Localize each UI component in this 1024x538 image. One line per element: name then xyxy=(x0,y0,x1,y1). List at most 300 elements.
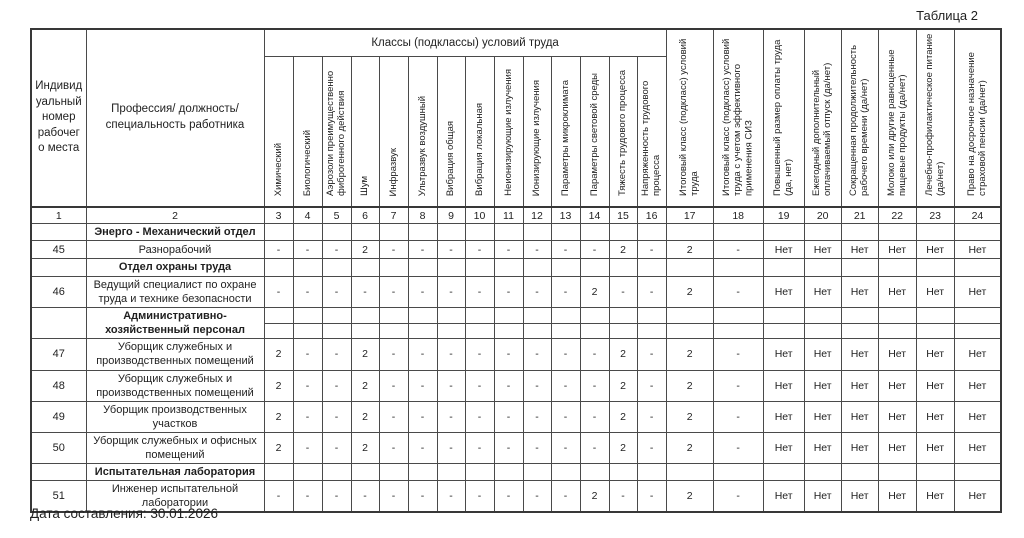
value-cell: - xyxy=(465,276,494,307)
empty-cell xyxy=(408,259,437,276)
value-cell: - xyxy=(713,481,763,513)
empty-cell xyxy=(351,259,379,276)
column-header-factor-label: Шум xyxy=(359,176,371,196)
empty-cell xyxy=(763,323,804,339)
value-cell: Нет xyxy=(878,339,916,370)
column-number: 2 xyxy=(86,207,264,224)
value-cell: 2 xyxy=(351,241,379,259)
column-header-factor-label: Вибрация локальная xyxy=(473,103,485,196)
header-row-top xyxy=(31,29,1001,57)
column-header-factor-label: Напряженность трудового процесса xyxy=(640,80,663,196)
value-cell: Нет xyxy=(916,401,954,432)
value-cell: Нет xyxy=(841,432,878,463)
value-cell: Нет xyxy=(763,241,804,259)
value-cell: - xyxy=(437,401,465,432)
empty-cell xyxy=(666,307,713,323)
table-row xyxy=(31,276,1001,307)
value-cell: - xyxy=(713,432,763,463)
empty-cell xyxy=(379,463,408,480)
empty-cell xyxy=(437,259,465,276)
value-cell: 2 xyxy=(609,241,637,259)
section-label: Энерго - Механический отдел xyxy=(86,224,264,241)
column-number: 10 xyxy=(465,207,494,224)
value-cell: Нет xyxy=(804,276,841,307)
empty-cell xyxy=(437,307,465,323)
profession-name: Уборщик служебных и производственных помещений xyxy=(86,370,264,401)
value-cell: - xyxy=(465,481,494,513)
empty-cell xyxy=(804,259,841,276)
table-header xyxy=(31,29,1001,224)
value-cell: - xyxy=(637,432,666,463)
value-cell: 2 xyxy=(351,401,379,432)
empty-cell xyxy=(465,463,494,480)
empty-cell xyxy=(523,259,551,276)
value-cell: - xyxy=(580,401,609,432)
column-header-classes-banner: Классы (подклассы) условий труда xyxy=(264,29,666,57)
empty-cell xyxy=(465,259,494,276)
value-cell: - xyxy=(523,370,551,401)
workplace-number: 50 xyxy=(31,432,86,463)
value-cell: - xyxy=(713,276,763,307)
value-cell: - xyxy=(465,339,494,370)
value-cell: - xyxy=(322,401,351,432)
value-cell: - xyxy=(264,481,293,513)
empty-cell xyxy=(264,463,293,480)
value-cell: - xyxy=(379,481,408,513)
section-number-cell xyxy=(31,307,86,339)
empty-cell xyxy=(465,307,494,323)
column-header-result-label: Ежегодный дополнительный оплачиваемый отпуск (да/нет) xyxy=(811,62,834,196)
value-cell: - xyxy=(551,370,580,401)
empty-cell xyxy=(523,463,551,480)
section-row xyxy=(31,307,1001,323)
value-cell: Нет xyxy=(763,401,804,432)
empty-cell xyxy=(551,224,580,241)
value-cell: 2 xyxy=(609,370,637,401)
empty-cell xyxy=(580,259,609,276)
empty-cell xyxy=(916,307,954,323)
workplace-number: 45 xyxy=(31,241,86,259)
empty-cell xyxy=(713,259,763,276)
column-header-result xyxy=(763,29,804,207)
column-number: 6 xyxy=(351,207,379,224)
value-cell: 2 xyxy=(666,370,713,401)
value-cell: - xyxy=(408,481,437,513)
value-cell: Нет xyxy=(841,370,878,401)
empty-cell xyxy=(954,224,1001,241)
empty-cell xyxy=(666,259,713,276)
column-header-profession: Профессия/ должность/ специальность работника xyxy=(86,29,264,207)
empty-cell xyxy=(264,323,293,339)
empty-cell xyxy=(523,307,551,323)
column-number: 18 xyxy=(713,207,763,224)
value-cell: - xyxy=(713,401,763,432)
profession-name: Уборщик производственных участков xyxy=(86,401,264,432)
empty-cell xyxy=(379,224,408,241)
empty-cell xyxy=(580,224,609,241)
empty-cell xyxy=(954,307,1001,323)
value-cell: - xyxy=(580,241,609,259)
empty-cell xyxy=(351,323,379,339)
empty-cell xyxy=(804,307,841,323)
value-cell: - xyxy=(551,241,580,259)
column-number: 21 xyxy=(841,207,878,224)
empty-cell xyxy=(637,307,666,323)
column-header-result-label: Лечебно-профилактическое питание (да/нет) xyxy=(923,33,947,196)
empty-cell xyxy=(523,224,551,241)
empty-cell xyxy=(609,224,637,241)
empty-cell xyxy=(494,307,523,323)
value-cell: - xyxy=(408,276,437,307)
value-cell: Нет xyxy=(916,276,954,307)
empty-cell xyxy=(264,259,293,276)
table-caption: Таблица 2 xyxy=(916,8,978,23)
column-header-workplace-number: Индивидуальный номер рабочего места xyxy=(31,29,86,207)
value-cell: 2 xyxy=(580,276,609,307)
section-label: Административно-хозяйственный персонал xyxy=(86,307,264,339)
value-cell: - xyxy=(437,481,465,513)
value-cell: - xyxy=(637,339,666,370)
value-cell: - xyxy=(293,481,322,513)
column-number: 13 xyxy=(551,207,580,224)
value-cell: - xyxy=(551,339,580,370)
value-cell: - xyxy=(293,339,322,370)
empty-cell xyxy=(916,323,954,339)
value-cell: - xyxy=(264,241,293,259)
empty-cell xyxy=(494,323,523,339)
value-cell: 2 xyxy=(666,432,713,463)
workplace-number: 48 xyxy=(31,370,86,401)
empty-cell xyxy=(666,224,713,241)
column-number: 22 xyxy=(878,207,916,224)
column-header-factor xyxy=(551,57,580,207)
value-cell: Нет xyxy=(841,339,878,370)
column-header-result xyxy=(916,29,954,207)
value-cell: Нет xyxy=(763,339,804,370)
empty-cell xyxy=(379,323,408,339)
column-header-result-label: Сокращенная продолжительность рабочего времени (да/нет) xyxy=(848,44,871,196)
empty-cell xyxy=(841,259,878,276)
column-number: 14 xyxy=(580,207,609,224)
value-cell: Нет xyxy=(804,339,841,370)
column-header-factor-label: Неионизирующие излучения xyxy=(502,69,514,196)
value-cell: Нет xyxy=(841,481,878,513)
value-cell: - xyxy=(293,370,322,401)
empty-cell xyxy=(322,463,351,480)
empty-cell xyxy=(954,463,1001,480)
value-cell: - xyxy=(322,370,351,401)
column-header-result-label: Молоко или другие равноценные пищевые продукты (да/нет) xyxy=(885,49,909,196)
empty-cell xyxy=(841,307,878,323)
empty-cell xyxy=(713,323,763,339)
value-cell: Нет xyxy=(916,241,954,259)
value-cell: - xyxy=(408,370,437,401)
value-cell: - xyxy=(379,276,408,307)
empty-cell xyxy=(916,463,954,480)
workplace-number: 46 xyxy=(31,276,86,307)
empty-cell xyxy=(637,463,666,480)
section-label: Отдел охраны труда xyxy=(86,259,264,276)
value-cell: - xyxy=(408,401,437,432)
column-header-factor xyxy=(379,57,408,207)
empty-cell xyxy=(379,259,408,276)
workplace-number: 49 xyxy=(31,401,86,432)
empty-cell xyxy=(878,307,916,323)
value-cell: - xyxy=(523,241,551,259)
value-cell: 2 xyxy=(609,432,637,463)
value-cell: 2 xyxy=(666,241,713,259)
value-cell: Нет xyxy=(804,401,841,432)
profession-name: Уборщик служебных и производственных помещений xyxy=(86,339,264,370)
value-cell: 2 xyxy=(666,276,713,307)
value-cell: Нет xyxy=(916,481,954,513)
empty-cell xyxy=(293,259,322,276)
empty-cell xyxy=(763,224,804,241)
empty-cell xyxy=(878,463,916,480)
empty-cell xyxy=(841,463,878,480)
value-cell: Нет xyxy=(916,339,954,370)
value-cell: - xyxy=(264,276,293,307)
value-cell: - xyxy=(379,339,408,370)
value-cell: Нет xyxy=(763,432,804,463)
column-header-factor xyxy=(264,57,293,207)
column-header-result-label: Повышенный размер оплаты труда (да, нет) xyxy=(772,39,795,196)
column-header-factor-label: Тяжесть трудового процесса xyxy=(617,69,629,196)
value-cell: Нет xyxy=(954,481,1001,513)
column-number: 23 xyxy=(916,207,954,224)
value-cell: - xyxy=(713,339,763,370)
empty-cell xyxy=(551,307,580,323)
value-cell: - xyxy=(637,241,666,259)
empty-cell xyxy=(322,307,351,323)
column-number: 1 xyxy=(31,207,86,224)
value-cell: Нет xyxy=(954,241,1001,259)
empty-cell xyxy=(713,224,763,241)
empty-cell xyxy=(916,259,954,276)
value-cell: - xyxy=(494,370,523,401)
value-cell: Нет xyxy=(878,481,916,513)
section-number-cell xyxy=(31,259,86,276)
column-number: 8 xyxy=(408,207,437,224)
value-cell: - xyxy=(322,432,351,463)
value-cell: - xyxy=(379,401,408,432)
value-cell: Нет xyxy=(763,481,804,513)
column-header-factor xyxy=(322,57,351,207)
empty-cell xyxy=(763,463,804,480)
value-cell: - xyxy=(609,481,637,513)
empty-cell xyxy=(408,323,437,339)
value-cell: - xyxy=(408,241,437,259)
value-cell: - xyxy=(551,276,580,307)
value-cell: - xyxy=(322,339,351,370)
value-cell: - xyxy=(322,241,351,259)
empty-cell xyxy=(916,224,954,241)
value-cell: - xyxy=(408,339,437,370)
section-label: Испытательная лаборатория xyxy=(86,463,264,480)
empty-cell xyxy=(465,323,494,339)
value-cell: - xyxy=(437,241,465,259)
column-header-factor-label: Параметры световой среды xyxy=(588,72,600,196)
column-header-factor xyxy=(293,57,322,207)
empty-cell xyxy=(637,323,666,339)
value-cell: - xyxy=(494,276,523,307)
empty-cell xyxy=(580,307,609,323)
value-cell: - xyxy=(437,370,465,401)
value-cell: - xyxy=(551,432,580,463)
empty-cell xyxy=(637,259,666,276)
value-cell: 2 xyxy=(264,432,293,463)
column-header-factor xyxy=(494,57,523,207)
value-cell: Нет xyxy=(954,276,1001,307)
empty-cell xyxy=(878,323,916,339)
table-body xyxy=(31,224,1001,513)
column-header-factor xyxy=(523,57,551,207)
empty-cell xyxy=(763,259,804,276)
value-cell: - xyxy=(437,276,465,307)
value-cell: - xyxy=(379,241,408,259)
empty-cell xyxy=(494,259,523,276)
value-cell: - xyxy=(437,432,465,463)
value-cell: - xyxy=(351,276,379,307)
value-cell: - xyxy=(580,370,609,401)
value-cell: - xyxy=(465,432,494,463)
column-header-result xyxy=(804,29,841,207)
column-header-factor-label: Вибрация общая xyxy=(445,120,457,196)
column-header-factor xyxy=(609,57,637,207)
value-cell: - xyxy=(494,241,523,259)
column-header-result xyxy=(954,29,1001,207)
empty-cell xyxy=(408,224,437,241)
value-cell: 2 xyxy=(666,339,713,370)
value-cell: Нет xyxy=(804,432,841,463)
value-cell: - xyxy=(580,432,609,463)
column-header-result xyxy=(666,29,713,207)
header-row-numbering xyxy=(31,207,1001,224)
value-cell: Нет xyxy=(878,401,916,432)
value-cell: Нет xyxy=(804,481,841,513)
empty-cell xyxy=(551,463,580,480)
column-header-factor-label: Аэрозоли преимущественно фиброгенного действия xyxy=(325,70,348,196)
value-cell: - xyxy=(465,241,494,259)
value-cell: 2 xyxy=(351,432,379,463)
value-cell: - xyxy=(551,481,580,513)
value-cell: Нет xyxy=(763,370,804,401)
empty-cell xyxy=(322,323,351,339)
value-cell: 2 xyxy=(264,370,293,401)
column-number: 7 xyxy=(379,207,408,224)
empty-cell xyxy=(551,259,580,276)
empty-cell xyxy=(713,307,763,323)
value-cell: - xyxy=(713,241,763,259)
value-cell: Нет xyxy=(841,241,878,259)
empty-cell xyxy=(804,224,841,241)
profession-name: Ведущий специалист по охране труда и технике безопасности xyxy=(86,276,264,307)
value-cell: - xyxy=(637,401,666,432)
empty-cell xyxy=(408,307,437,323)
value-cell: - xyxy=(379,370,408,401)
value-cell: - xyxy=(293,241,322,259)
empty-cell xyxy=(763,307,804,323)
value-cell: Нет xyxy=(878,432,916,463)
column-number: 15 xyxy=(609,207,637,224)
value-cell: Нет xyxy=(763,276,804,307)
value-cell: Нет xyxy=(954,339,1001,370)
empty-cell xyxy=(351,463,379,480)
empty-cell xyxy=(804,463,841,480)
value-cell: 2 xyxy=(609,401,637,432)
column-header-factor xyxy=(351,57,379,207)
column-number: 24 xyxy=(954,207,1001,224)
empty-cell xyxy=(351,307,379,323)
empty-cell xyxy=(954,259,1001,276)
value-cell: - xyxy=(637,370,666,401)
column-header-factor-label: Биологический xyxy=(301,129,313,196)
value-cell: 2 xyxy=(264,339,293,370)
value-cell: Нет xyxy=(878,370,916,401)
value-cell: - xyxy=(465,401,494,432)
column-header-factor-label: Параметры микроклимата xyxy=(559,79,571,196)
value-cell: - xyxy=(523,432,551,463)
section-row xyxy=(31,224,1001,241)
column-header-result-label: Итоговый класс (подкласс) условий труда с учетом эффективного применения СИЗ xyxy=(721,38,755,196)
column-header-result xyxy=(878,29,916,207)
empty-cell xyxy=(494,224,523,241)
empty-cell xyxy=(322,224,351,241)
value-cell: - xyxy=(713,370,763,401)
table-row xyxy=(31,432,1001,463)
column-header-factor xyxy=(408,57,437,207)
column-header-factor-label: Инфразвук xyxy=(387,147,399,196)
empty-cell xyxy=(878,224,916,241)
value-cell: - xyxy=(322,276,351,307)
value-cell: - xyxy=(465,370,494,401)
empty-cell xyxy=(609,323,637,339)
empty-cell xyxy=(437,224,465,241)
empty-cell xyxy=(954,323,1001,339)
empty-cell xyxy=(878,259,916,276)
value-cell: - xyxy=(523,339,551,370)
value-cell: - xyxy=(494,401,523,432)
column-number: 9 xyxy=(437,207,465,224)
column-header-factor-label: Химический xyxy=(272,142,284,196)
value-cell: 2 xyxy=(351,370,379,401)
column-number: 16 xyxy=(637,207,666,224)
empty-cell xyxy=(293,224,322,241)
value-cell: Нет xyxy=(878,241,916,259)
empty-cell xyxy=(494,463,523,480)
value-cell: 2 xyxy=(351,339,379,370)
value-cell: 2 xyxy=(666,401,713,432)
value-cell: - xyxy=(637,276,666,307)
empty-cell xyxy=(551,323,580,339)
value-cell: Нет xyxy=(804,241,841,259)
empty-cell xyxy=(293,463,322,480)
value-cell: Нет xyxy=(841,276,878,307)
conditions-table-wrap xyxy=(30,28,1002,513)
column-header-factor-label: Ультразвук воздушный xyxy=(416,95,428,196)
profession-name: Уборщик служебных и офисных помещений xyxy=(86,432,264,463)
value-cell: - xyxy=(523,481,551,513)
profession-name: Инженер испытательной лаборатории xyxy=(86,481,264,513)
empty-cell xyxy=(609,259,637,276)
value-cell: - xyxy=(523,401,551,432)
column-number: 19 xyxy=(763,207,804,224)
column-number: 12 xyxy=(523,207,551,224)
column-number: 4 xyxy=(293,207,322,224)
value-cell: - xyxy=(551,401,580,432)
work-conditions-table xyxy=(30,28,1002,513)
empty-cell xyxy=(408,463,437,480)
